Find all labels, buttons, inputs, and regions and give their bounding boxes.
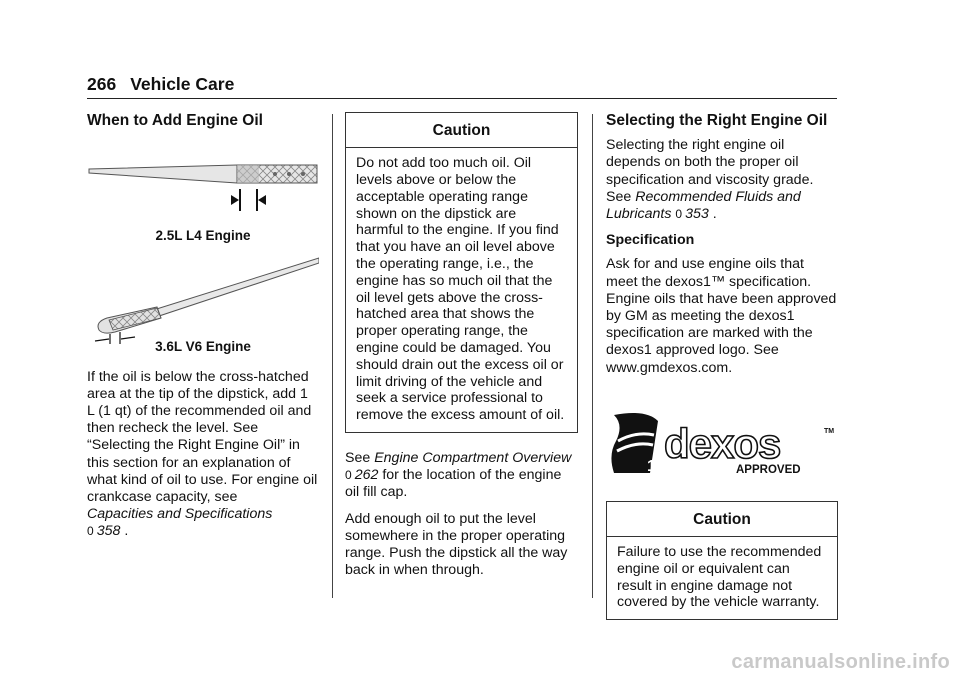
page-number: 266 — [87, 74, 117, 94]
xref-page-353[interactable]: 353 — [685, 206, 709, 223]
caution-title: Caution — [346, 113, 577, 148]
column-divider-left — [332, 114, 333, 598]
see-suffix: for the location of the engine oil fill cap. — [345, 467, 562, 501]
page-ref-icon: 0 — [345, 468, 352, 483]
xref-capacities[interactable]: Capacities and Specifications — [87, 506, 273, 523]
caution-title: Caution — [607, 502, 837, 537]
fig-caption-l4: 2.5L L4 Engine — [155, 228, 251, 244]
column-divider-right — [592, 114, 593, 598]
fill-cap-paragraph — [345, 450, 578, 502]
logo-approved: APPROVED — [736, 463, 801, 476]
add-enough-oil-paragraph: Add enough oil to put the level somewhere in the proper operating range. Push the dipstick all the way back in when through. — [345, 510, 568, 579]
selecting-oil-heading: Selecting the Right Engine Oil — [606, 112, 828, 129]
specification-heading: Specification — [606, 232, 695, 249]
page-header — [87, 74, 234, 95]
fig-caption-v6: 3.6L V6 Engine — [155, 339, 251, 355]
xref-end: . — [124, 523, 129, 540]
xref-page-358[interactable]: 358 — [96, 523, 121, 540]
logo-wordmark: dexos — [664, 419, 781, 467]
left-column — [87, 112, 319, 550]
caution-box-overfill — [345, 112, 578, 433]
when-to-add-heading: When to Add Engine Oil — [87, 112, 263, 129]
right-column — [606, 112, 838, 620]
caution-text: Failure to use the recommended engine oil or equivalent can result in engine damage not covered by the vehicle warranty. — [617, 544, 822, 611]
section-title: Vehicle Care — [130, 74, 235, 94]
add-oil-text: If the oil is below the cross-hatched area at the tip of the dipstick, add 1 L (1 qt) of the recommended oil and then recheck the level. See “Selecting the Right Engine Oil” in this section for an explanation of what kind of oil to use. For engine oil crankcase capacity, see — [87, 368, 318, 506]
page-ref-icon: 0 — [675, 207, 683, 222]
xref-engine-compartment[interactable]: Engine Compartment Overview — [374, 449, 572, 466]
logo-number: 1 — [647, 457, 656, 475]
dipstick-l4-illustration — [87, 155, 319, 217]
intro-text: Selecting the right engine oil depends on both the proper oil specification and viscosity grade. See — [606, 137, 814, 205]
specification-text: Ask for and use engine oils that meet the dexos1™ specification. Engine oils that have been approved by GM as meeting the dexos1 specification are marked with the dexos1 approved logo. See www.gmdexos.com. — [606, 256, 837, 376]
page-ref-icon: 0 — [87, 524, 94, 539]
dipstick-v6-illustration — [87, 250, 319, 344]
xref-recommended-fluids[interactable]: Recommended Fluids and Lubricants — [606, 188, 801, 223]
header-rule — [87, 98, 837, 99]
see-prefix: See — [345, 449, 371, 466]
logo-tm: TM — [824, 427, 835, 435]
xref-page-262[interactable]: 262 — [354, 467, 379, 484]
xref-end: . — [712, 206, 717, 223]
caution-box-oil-spec — [606, 501, 838, 620]
middle-column — [345, 112, 578, 588]
watermark: carmanualsonline.info — [731, 651, 950, 673]
dexos-approved-logo — [606, 411, 838, 477]
add-oil-paragraph — [87, 369, 319, 541]
selecting-oil-intro — [606, 137, 838, 223]
caution-text: Do not add too much oil. Oil levels above or below the acceptable operating range shown on the dipstick are harmful to the engine. If you find that you have an oil level above the operating range, i.e., the engine has so much oil that the oil level gets above the cross-hatched area that shows the proper operating range, the engine could be damaged. You should drain out the excess oil or limit driving of the vehicle and seek a service professional to remove the excess amount of oil. — [356, 155, 565, 424]
